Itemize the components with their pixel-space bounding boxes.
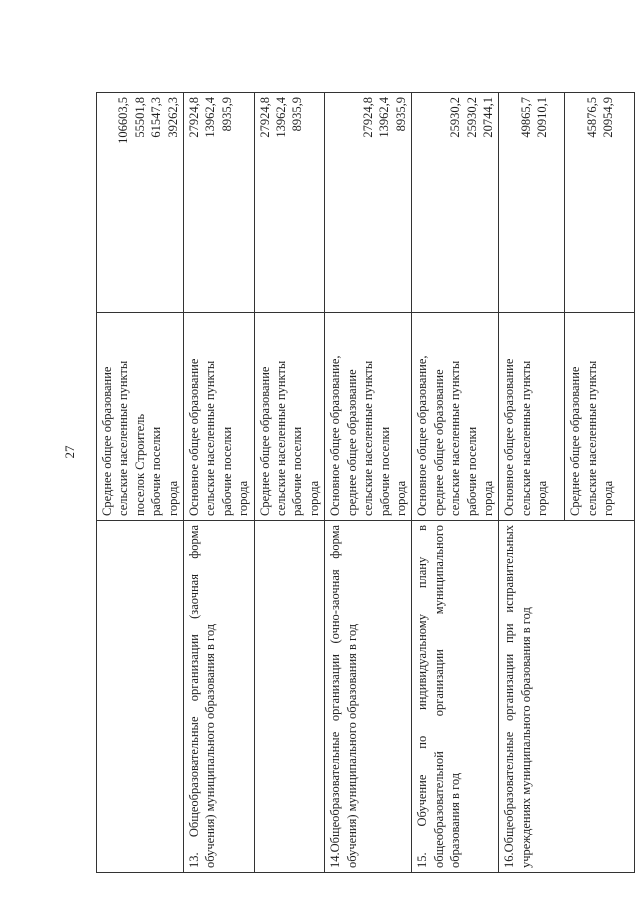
- value-cell: [565, 93, 635, 313]
- settlement-type-text: сельские населенные пункты: [274, 360, 289, 516]
- settlement-type-text: города: [393, 480, 408, 516]
- table-row: [184, 93, 255, 873]
- settlement-type-text: сельские населенные пункты: [361, 360, 376, 516]
- table-row: [325, 93, 412, 873]
- indicator-cell: [499, 521, 635, 873]
- education-level-cell: [499, 313, 565, 521]
- indicator-text: 16.Общеобразовательные организации при исправительных учреждениях муниципального образования в год: [502, 525, 533, 868]
- education-level-text: Основное общее образование: [502, 358, 517, 516]
- education-level-cell: [565, 313, 635, 521]
- education-level-text: Основное общее образование, среднее общее образование: [328, 355, 359, 516]
- value-cell: [97, 93, 184, 313]
- table-row: [499, 93, 565, 873]
- value-text: 27924,8: [187, 97, 202, 138]
- indicator-text: 14.Общеобразовательные организации (очно-заочная форма обучения) муниципального образования в год: [328, 525, 359, 868]
- settlement-type-text: сельские населенные пункты: [203, 360, 218, 516]
- education-level-cell: [97, 313, 184, 521]
- value-text: 27924,8: [361, 97, 376, 138]
- value-text: 13962,4: [203, 97, 218, 138]
- table-row: [412, 93, 499, 873]
- value-text: 20744,1: [480, 97, 495, 138]
- settlement-type-text: поселок Строитель: [132, 413, 147, 516]
- settlement-type-text: рабочие поселки: [149, 426, 164, 516]
- settlement-type-text: города: [480, 480, 495, 516]
- settlement-type-text: сельские населенные пункты: [116, 360, 131, 516]
- education-level-cell: [325, 313, 412, 521]
- settlement-type-text: города: [601, 480, 616, 516]
- settlement-type-text: города: [165, 480, 180, 516]
- value-text: 8935,9: [393, 97, 408, 132]
- table-row: [254, 93, 325, 873]
- indicator-cell: [184, 521, 255, 873]
- education-level-text: Основное общее образование: [187, 358, 202, 516]
- settlement-type-text: рабочие поселки: [290, 426, 305, 516]
- funding-standards-table: [96, 92, 635, 873]
- indicator-text: 13. Общеобразовательные организации (заочная форма обучения) муниципального образования в год: [187, 525, 218, 868]
- value-text: 13962,4: [377, 97, 392, 138]
- indicator-cell: [412, 521, 499, 873]
- education-level-cell: [412, 313, 499, 521]
- education-level-text: Основное общее образование, среднее общее образование: [415, 355, 446, 516]
- rotated-table-container: [96, 93, 616, 873]
- table-row: [97, 93, 184, 873]
- indicator-cell: [325, 521, 412, 873]
- value-cell: [254, 93, 325, 313]
- education-level-text: Среднее общее образование: [257, 366, 272, 516]
- education-level-text: Среднее общее образование: [568, 366, 583, 516]
- settlement-type-text: рабочие поселки: [464, 426, 479, 516]
- value-cell: [412, 93, 499, 313]
- value-text: 39262,3: [165, 97, 180, 138]
- settlement-type-text: сельские населенные пункты: [448, 360, 463, 516]
- settlement-type-text: рабочие поселки: [377, 426, 392, 516]
- value-text: 55501,8: [132, 97, 147, 138]
- value-cell: [184, 93, 255, 313]
- settlement-type-text: сельские населенные пункты: [518, 360, 533, 516]
- value-text: 45876,5: [584, 97, 599, 138]
- education-level-text: Среднее общее образование: [100, 366, 114, 516]
- value-text: 8935,9: [290, 97, 305, 132]
- value-text: 20954,9: [601, 97, 616, 138]
- education-level-cell: [184, 313, 255, 521]
- settlement-type-text: города: [236, 480, 251, 516]
- indicator-cell: [97, 521, 184, 873]
- settlement-type-text: сельские населенные пункты: [584, 360, 599, 516]
- page-number: 27: [62, 445, 77, 459]
- settlement-type-text: города: [535, 480, 550, 516]
- value-text: 61547,3: [149, 97, 164, 138]
- education-level-cell: [254, 313, 325, 521]
- value-text: 49865,7: [518, 97, 533, 138]
- value-text: 25930,2: [448, 97, 463, 138]
- indicator-text: 15. Обучение по индивидуальному плану в общеобразовательной организации муниципального образования в год: [415, 525, 463, 868]
- value-text: 27924,8: [257, 97, 272, 138]
- value-cell: [325, 93, 412, 313]
- value-text: 106603,5: [116, 97, 131, 144]
- settlement-type-text: города: [306, 480, 321, 516]
- value-cell: [499, 93, 565, 313]
- value-text: 13962,4: [274, 97, 289, 138]
- value-text: 25930,2: [464, 97, 479, 138]
- settlement-type-text: рабочие поселки: [219, 426, 234, 516]
- value-text: 8935,9: [219, 97, 234, 132]
- value-text: 20910,1: [535, 97, 550, 138]
- indicator-cell: [254, 521, 325, 873]
